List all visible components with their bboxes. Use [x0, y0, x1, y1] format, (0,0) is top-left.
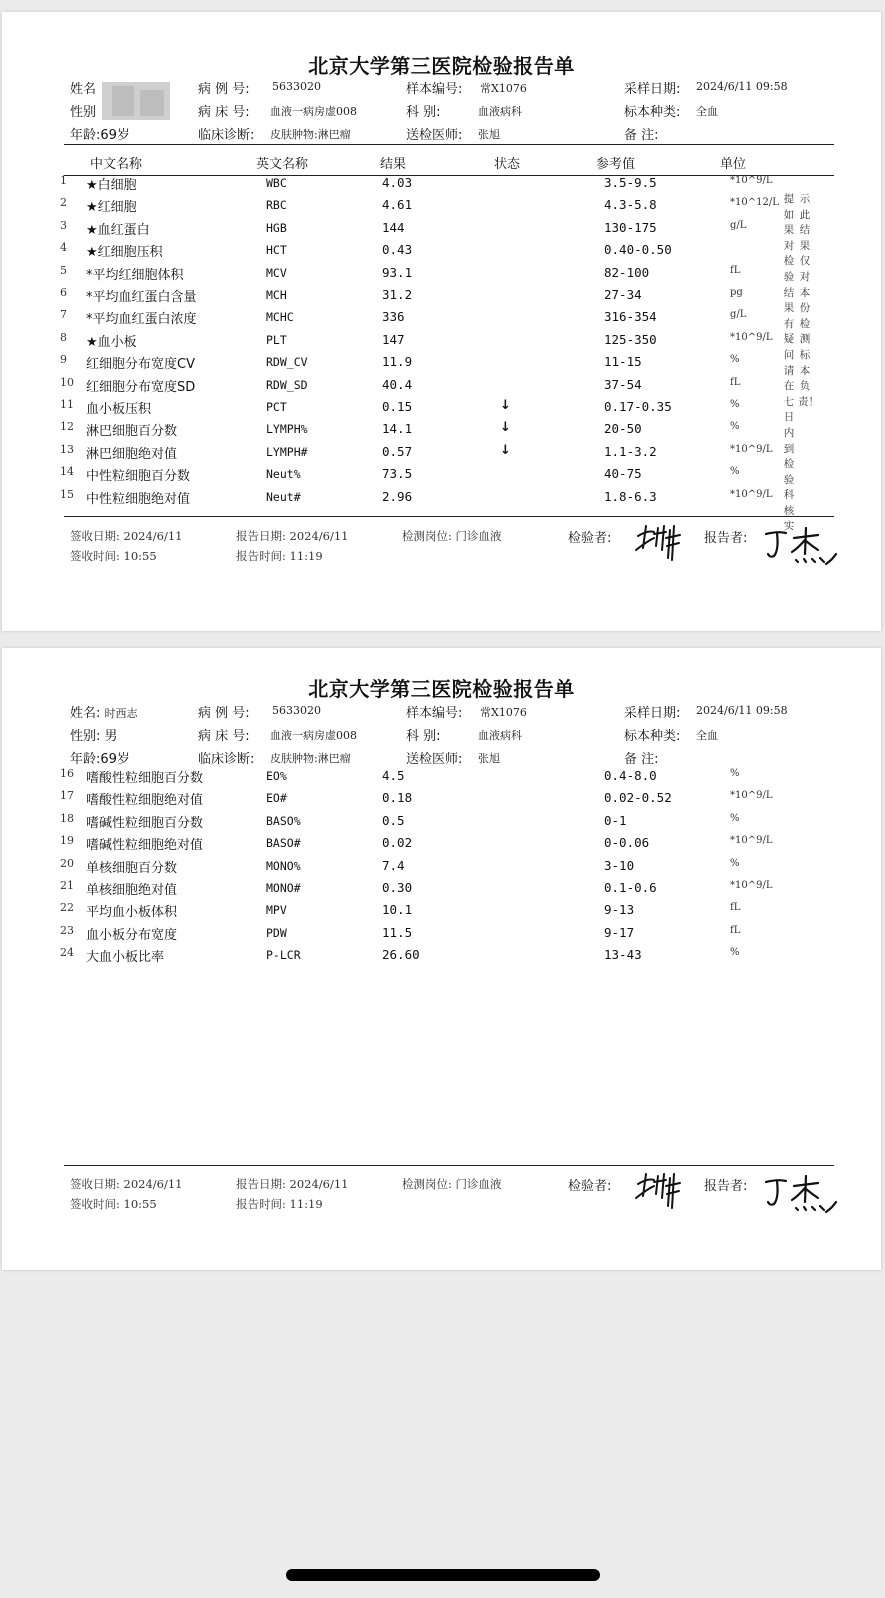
table-row [2, 264, 881, 286]
header-divider [64, 144, 834, 145]
test-name-cn: 平均血小板体积 [86, 905, 178, 921]
test-name-en: BASO% [266, 813, 301, 828]
result-status: ↓ [500, 420, 511, 436]
test-unit: % [730, 812, 740, 824]
name-label: 姓名 [70, 82, 97, 97]
reference-range: 125-350 [604, 331, 657, 347]
table-row [2, 174, 881, 196]
test-name-cn: 血小板分布宽度 [86, 927, 178, 943]
test-unit: *10^9/L [730, 443, 773, 455]
redacted-name [102, 82, 170, 120]
row-index: 23 [60, 923, 74, 937]
table-row [2, 879, 881, 901]
row-index: 9 [60, 353, 67, 367]
reference-range: 27-34 [604, 287, 642, 302]
test-name-en: HCT [266, 243, 287, 258]
table-row [2, 901, 881, 923]
table-row [2, 196, 881, 218]
test-result: 0.02 [382, 835, 413, 851]
test-unit: % [730, 354, 740, 366]
test-unit: *10^9/L [730, 488, 773, 500]
sample-no-label: 样本编号: [406, 706, 463, 721]
test-unit: fL [730, 924, 741, 936]
test-result: 4.03 [382, 175, 413, 190]
test-name-cn: 嗜酸性粒细胞百分数 [86, 771, 204, 786]
age-label: 年龄:69岁 [70, 128, 130, 143]
row-index: 17 [60, 789, 74, 803]
test-result: 7.4 [382, 857, 405, 873]
reference-range: 4.3-5.8 [604, 197, 657, 213]
sample-type-label: 标本种类: [624, 105, 681, 120]
test-unit: fL [730, 902, 741, 914]
footer-divider [64, 516, 834, 517]
department-label: 科 别: [406, 105, 441, 120]
test-result: 144 [382, 219, 405, 235]
test-name-cn: 中性粒细胞百分数 [86, 469, 191, 485]
sample-type-value: 全血 [696, 105, 718, 118]
result-status: ↓ [500, 398, 511, 413]
doctor-value: 张旭 [478, 752, 500, 765]
diagnosis-label: 临床诊断: [198, 752, 255, 767]
test-unit: % [730, 857, 740, 869]
test-result: 2.96 [382, 488, 413, 504]
test-unit: fL [730, 376, 741, 388]
sample-no-label: 样本编号: [406, 82, 463, 97]
reference-range: 3-10 [604, 857, 635, 873]
test-name-cn: 淋巴细胞绝对值 [86, 446, 178, 462]
test-name-cn: ★血红蛋白 [86, 222, 150, 238]
diagnosis-label: 临床诊断: [198, 128, 255, 143]
test-name-cn: 嗜碱性粒细胞绝对值 [86, 838, 204, 854]
doctor-label: 送检医师: [406, 128, 463, 143]
reference-range: 20-50 [604, 421, 642, 437]
receive-time: 签收时间: 10:55 [70, 549, 157, 563]
test-name-cn: 红细胞分布宽度SD [86, 379, 196, 395]
test-result: 11.9 [382, 354, 413, 370]
test-name-en: MONO% [266, 858, 301, 873]
test-name-cn: ★红细胞压积 [86, 245, 163, 261]
row-index: 19 [60, 834, 74, 848]
test-unit: *10^9/L [730, 790, 773, 802]
table-row [2, 286, 881, 308]
test-result: 0.18 [382, 790, 413, 806]
table-row [2, 420, 881, 442]
table-row [2, 812, 881, 834]
test-name-en: MCH [266, 288, 287, 302]
test-result: 0.57 [382, 443, 413, 459]
receive-date: 签收日期: 2024/6/11 [70, 1177, 183, 1191]
test-name-en: MCV [266, 265, 287, 280]
test-unit: pg [730, 287, 743, 298]
reference-range: 130-175 [604, 219, 657, 235]
collect-date-value: 2024/6/11 09:58 [696, 80, 788, 93]
result-status: ↓ [500, 442, 511, 458]
test-name-cn: 嗜碱性粒细胞百分数 [86, 815, 204, 831]
reference-range: 40-75 [604, 466, 642, 482]
row-index: 8 [60, 330, 67, 344]
test-unit: *10^9/L [730, 880, 773, 891]
report-page-1 [2, 12, 881, 631]
test-station: 检测岗位: 门诊血液 [402, 1177, 502, 1191]
test-result: 0.15 [382, 399, 413, 414]
doctor-value: 张旭 [478, 128, 500, 141]
sample-no-value: 常X1076 [480, 706, 527, 719]
reporter-label: 报告者: [704, 531, 748, 546]
reference-range: 1.1-3.2 [604, 443, 657, 459]
reporter-signature-image [762, 524, 838, 568]
diagnosis-value: 皮肤肿物:淋巴瘤 [270, 752, 351, 765]
gender-label: 性别: 男 [70, 729, 118, 744]
sample-no-value: 常X1076 [480, 82, 527, 95]
side-note-right: 示此结果仅对本份检测标本负责！ [798, 193, 819, 408]
test-result: 336 [382, 309, 405, 325]
reporter-signature-image [762, 1172, 838, 1216]
table-row [2, 219, 881, 241]
test-unit: % [730, 947, 740, 959]
test-name-en: BASO# [266, 836, 301, 851]
reference-range: 0.02-0.52 [604, 790, 672, 806]
table-row [2, 924, 881, 946]
test-result: 10.1 [382, 902, 413, 918]
bed-no-value: 血液一病房虚008 [270, 105, 357, 118]
table-row [2, 443, 881, 465]
test-name-cn: 嗜酸性粒细胞绝对值 [86, 793, 204, 809]
row-index: 2 [60, 196, 67, 210]
test-name-en: EO# [266, 791, 287, 806]
reference-range: 0-1 [604, 812, 627, 828]
receive-time: 签收时间: 10:55 [70, 1197, 157, 1211]
row-index: 24 [60, 946, 74, 960]
row-index: 16 [60, 767, 74, 780]
test-name-cn: ★红细胞 [86, 200, 137, 216]
department-label: 科 别: [406, 729, 441, 744]
tester-label: 检验者: [568, 531, 612, 546]
test-unit: % [730, 768, 740, 779]
table-row [2, 834, 881, 856]
reference-range: 82-100 [604, 264, 650, 280]
age-label: 年龄:69岁 [70, 752, 130, 767]
test-result: 4.61 [382, 197, 413, 213]
reference-range: 3.5-9.5 [604, 175, 657, 190]
test-result: 31.2 [382, 287, 413, 302]
reference-range: 0.1-0.6 [604, 880, 657, 895]
report-time: 报告时间: 11:19 [236, 1197, 323, 1211]
test-name-cn: 血小板压积 [86, 402, 152, 417]
test-name-en: Neut% [266, 467, 301, 482]
row-index: 18 [60, 811, 74, 825]
test-name-cn: 单核细胞绝对值 [86, 883, 178, 898]
report-title: 北京大学第三医院检验报告单 [308, 54, 575, 78]
reference-range: 9-13 [604, 902, 635, 918]
test-name-en: Neut# [266, 489, 301, 504]
department-value: 血液病科 [478, 729, 522, 742]
table-row [2, 331, 881, 353]
test-name-en: RDW_SD [266, 377, 308, 392]
test-name-en: RDW_CV [266, 355, 308, 370]
test-name-cn: 单核细胞百分数 [86, 860, 178, 876]
test-result: 11.5 [382, 924, 413, 940]
col-en-header: 英文名称 [256, 157, 309, 172]
table-row [2, 398, 881, 420]
bed-no-label: 病 床 号: [198, 105, 250, 120]
report-title: 北京大学第三医院检验报告单 [308, 677, 575, 701]
test-result: 40.4 [382, 376, 413, 392]
test-unit: *10^12/L [730, 197, 779, 209]
test-name-en: WBC [266, 176, 287, 190]
table-row [2, 465, 881, 487]
report-date: 报告日期: 2024/6/11 [236, 529, 349, 543]
test-name-en: MCHC [266, 310, 294, 325]
reference-range: 0.40-0.50 [604, 242, 672, 258]
test-name-cn: 大血小板比率 [86, 950, 165, 966]
table-row [2, 767, 881, 789]
row-index: 6 [60, 286, 67, 299]
remarks-label: 备 注: [624, 752, 659, 767]
case-no-label: 病 例 号: [198, 706, 250, 721]
reference-range: 316-354 [604, 309, 657, 325]
collect-date-label: 采样日期: [624, 82, 681, 97]
test-name-cn: 中性粒细胞绝对值 [86, 491, 191, 507]
table-row [2, 376, 881, 398]
collect-date-label: 采样日期: [624, 706, 681, 721]
side-note-left: 提如果对检验结果有疑问请在七日内到检验科核实 [783, 193, 795, 533]
test-name-en: MONO# [266, 881, 301, 895]
test-name-en: P-LCR [266, 948, 301, 963]
test-unit: % [730, 399, 740, 410]
reference-range: 0.4-8.0 [604, 768, 657, 783]
case-no-value: 5633020 [272, 704, 321, 717]
collect-date-value: 2024/6/11 09:58 [696, 704, 788, 717]
test-unit: *10^9/L [730, 175, 773, 186]
department-value: 血液病科 [478, 105, 522, 118]
col-ref-header: 参考值 [596, 157, 636, 172]
tester-signature-image [634, 520, 684, 564]
row-index: 5 [60, 263, 67, 277]
row-index: 21 [60, 879, 74, 892]
reference-range: 13-43 [604, 947, 642, 963]
case-no-label: 病 例 号: [198, 82, 250, 97]
sample-type-value: 全血 [696, 729, 718, 742]
row-index: 10 [60, 375, 74, 389]
test-name-cn: ★血小板 [86, 334, 137, 350]
col-status-header: 状态 [494, 157, 521, 172]
report-page-2 [2, 648, 881, 1270]
test-unit: *10^9/L [730, 835, 773, 847]
test-result: 0.30 [382, 880, 413, 895]
test-name-en: LYMPH% [266, 422, 308, 437]
row-index: 1 [60, 174, 67, 187]
test-name-cn: *平均红细胞体积 [86, 267, 184, 283]
bed-no-value: 血液一病房虚008 [270, 729, 357, 742]
tester-signature-image [634, 1168, 684, 1212]
test-result: 26.60 [382, 947, 420, 963]
row-index: 7 [60, 308, 67, 322]
test-result: 0.5 [382, 812, 405, 828]
table-row [2, 353, 881, 375]
reporter-label: 报告者: [704, 1179, 748, 1194]
reference-range: 9-17 [604, 924, 635, 940]
test-name-cn: 红细胞分布宽度CV [86, 357, 195, 373]
remarks-label: 备 注: [624, 128, 659, 143]
table-row [2, 946, 881, 968]
row-index: 22 [60, 901, 74, 915]
test-unit: fL [730, 264, 741, 276]
reference-range: 37-54 [604, 376, 642, 392]
row-index: 3 [60, 218, 67, 232]
row-index: 14 [60, 465, 74, 479]
gender-label: 性别 [70, 105, 97, 120]
test-name-en: PLT [266, 332, 287, 347]
test-name-cn: ★白细胞 [86, 178, 137, 193]
bed-no-label: 病 床 号: [198, 729, 250, 744]
row-index: 12 [60, 420, 74, 434]
test-name-en: PDW [266, 925, 287, 940]
sample-type-label: 标本种类: [624, 729, 681, 744]
test-unit: % [730, 466, 740, 478]
test-unit: % [730, 421, 740, 433]
doctor-label: 送检医师: [406, 752, 463, 767]
test-result: 4.5 [382, 768, 405, 783]
table-row [2, 308, 881, 330]
test-result: 14.1 [382, 421, 413, 437]
test-unit: g/L [730, 219, 747, 231]
col-result-header: 结果 [380, 157, 407, 172]
report-date: 报告日期: 2024/6/11 [236, 1177, 349, 1191]
case-no-value: 5633020 [272, 80, 321, 93]
diagnosis-value: 皮肤肿物:淋巴瘤 [270, 128, 351, 141]
test-name-en: HGB [266, 220, 287, 235]
col-cn-header: 中文名称 [90, 157, 143, 172]
test-name-en: EO% [266, 769, 287, 783]
test-name-cn: *平均血红蛋白含量 [86, 290, 197, 305]
reference-range: 0-0.06 [604, 835, 650, 851]
tester-label: 检验者: [568, 1179, 612, 1194]
test-name-en: LYMPH# [266, 444, 308, 459]
table-row [2, 789, 881, 811]
reference-range: 1.8-6.3 [604, 488, 657, 504]
table-row [2, 857, 881, 879]
test-unit: *10^9/L [730, 331, 773, 343]
footer-divider [64, 1165, 834, 1166]
col-unit-header: 单位 [720, 157, 747, 172]
row-index: 4 [60, 241, 67, 255]
test-result: 0.43 [382, 242, 413, 258]
report-time: 报告时间: 11:19 [236, 549, 323, 563]
test-name-en: MPV [266, 903, 287, 918]
row-index: 11 [60, 398, 74, 411]
table-row [2, 488, 881, 510]
test-result: 93.1 [382, 264, 413, 280]
reference-range: 11-15 [604, 354, 642, 370]
receive-date: 签收日期: 2024/6/11 [70, 529, 183, 543]
test-station: 检测岗位: 门诊血液 [402, 529, 502, 543]
test-unit: g/L [730, 309, 747, 321]
row-index: 15 [60, 487, 74, 501]
reference-range: 0.17-0.35 [604, 399, 672, 414]
table-row [2, 241, 881, 263]
test-result: 73.5 [382, 466, 413, 482]
row-index: 13 [60, 442, 74, 456]
name-label: 姓名: 时西志 [70, 706, 138, 721]
test-name-cn: *平均血红蛋白浓度 [86, 312, 197, 328]
test-name-en: PCT [266, 400, 287, 414]
home-indicator [286, 1569, 600, 1581]
test-name-en: RBC [266, 198, 287, 213]
test-result: 147 [382, 331, 405, 347]
row-index: 20 [60, 856, 74, 870]
test-name-cn: 淋巴细胞百分数 [86, 424, 178, 440]
